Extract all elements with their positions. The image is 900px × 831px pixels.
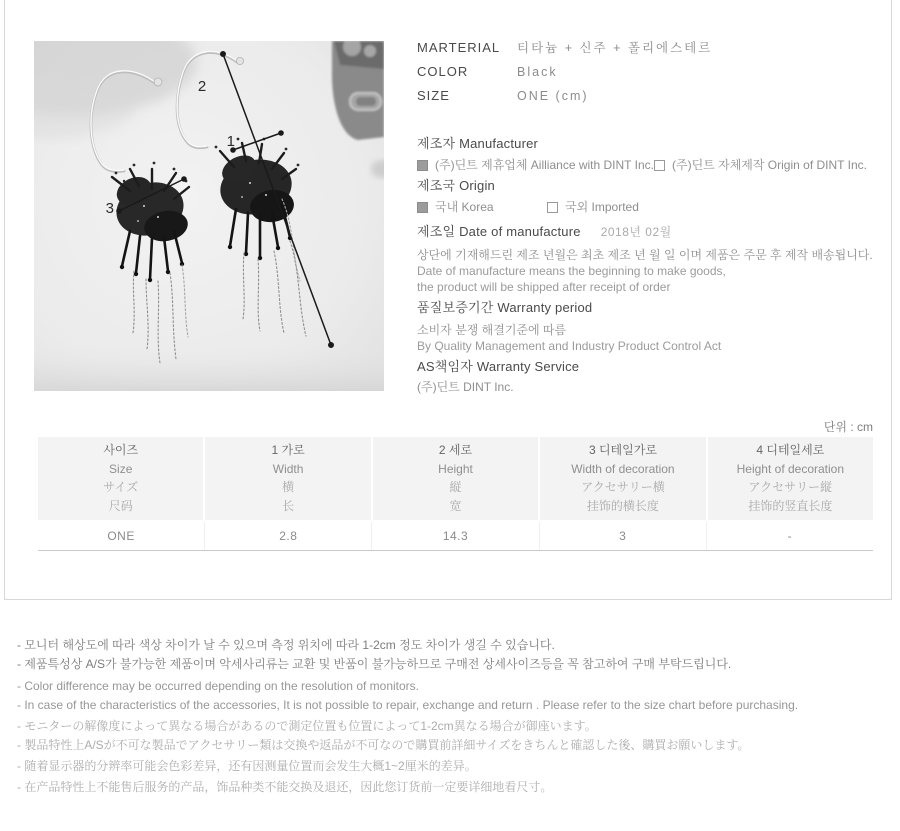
note-cn-2: - 在产品特性上不能售后服务的产品，饰品种类不能交换及退还，因此您订货前一定要详细地看尺寸。 bbox=[17, 780, 553, 794]
manufacture-date-heading: 제조일 Date of manufacture bbox=[417, 224, 581, 239]
col-detail-width-en: Width of decoration bbox=[571, 461, 675, 476]
col-size-en: Size bbox=[109, 461, 133, 476]
size-value: ONE (cm) bbox=[517, 89, 589, 103]
origin-options bbox=[417, 200, 885, 214]
origin-option-imported-label: 국외 Imported bbox=[565, 200, 639, 214]
manufacturer-heading: 제조자 Manufacturer bbox=[417, 136, 539, 151]
origin-option-korea-label: 국내 Korea bbox=[435, 200, 494, 214]
product-photo-canvas bbox=[34, 41, 384, 391]
detail-height-value: - bbox=[706, 522, 873, 550]
color-label: COLOR bbox=[417, 64, 469, 79]
measure-label-2: 2 bbox=[197, 78, 207, 95]
manufacture-date-desc-ko: 상단에 기재해드린 제조 년월은 최초 제조 년 월 일 이며 제품은 주문 후 제작 배송됩니다. bbox=[417, 248, 873, 262]
size-table-col-width bbox=[203, 437, 370, 520]
note-jp-1: - モニターの解像度によって異なる場合があるので測定位置も位置によって1-2cm異なる場合が御座います。 bbox=[17, 719, 597, 733]
size-row bbox=[417, 84, 877, 108]
col-height-en: Height bbox=[438, 461, 473, 476]
note-en-2: - In case of the characteristics of the accessories, It is not possible to repair, exchange and return . Please refer to the size chart before purchasing. bbox=[17, 698, 799, 712]
note-en-1: - Color difference may be occurred depending on the resolution of monitors. bbox=[17, 679, 420, 693]
warranty-period-desc-ko: 소비자 분쟁 해결기준에 따름 bbox=[417, 323, 567, 337]
size-table-header bbox=[38, 437, 873, 520]
note-ko-2: - 제품특성상 A/S가 불가능한 제품이며 악세사리류는 교환 및 반품이 불가능하므로 구매전 상세사이즈등을 꼭 참고하여 구매 부탁드립니다. bbox=[17, 657, 732, 671]
col-detail-height-cn: 挂饰的竖直长度 bbox=[748, 498, 833, 513]
origin-section bbox=[417, 178, 885, 214]
warranty-period-section bbox=[417, 300, 885, 354]
material-row bbox=[417, 36, 877, 60]
notes-japanese bbox=[17, 717, 887, 755]
manufacturer-option-alliance-label: (주)딘트 제휴업체 Ailliance with DINT Inc. bbox=[435, 158, 654, 172]
checkbox-origin-icon bbox=[654, 160, 665, 171]
col-height-ko: 2 세로 bbox=[438, 443, 473, 457]
manufacturer-option-origin-label: (주)딘트 자체제작 Origin of DINT Inc. bbox=[672, 158, 867, 172]
warranty-service-heading: AS책임자 Warranty Service bbox=[417, 359, 580, 374]
manufacturer-option-origin bbox=[654, 158, 867, 172]
origin-option-korea bbox=[417, 200, 547, 214]
measure-label-1: 1 bbox=[226, 133, 235, 150]
material-label: MARTERIAL bbox=[417, 40, 501, 55]
size-table-col-detail-height bbox=[706, 437, 873, 520]
manufacture-date-value: 2018년 02월 bbox=[600, 225, 672, 239]
size-table-col-size bbox=[38, 437, 203, 520]
width-value: 2.8 bbox=[204, 522, 371, 550]
warranty-period-heading: 품질보증기간 Warranty period bbox=[417, 300, 593, 315]
notes-chinese bbox=[17, 756, 887, 798]
color-row bbox=[417, 60, 877, 84]
col-detail-height-ko: 4 디테일세로 bbox=[756, 443, 825, 457]
measure-label-3: 3 bbox=[105, 200, 114, 217]
checkbox-imported-icon bbox=[547, 202, 558, 213]
col-size-cn: 尺码 bbox=[108, 498, 133, 513]
size-label: SIZE bbox=[417, 88, 450, 103]
manufacture-date-desc-en1: Date of manufacture means the beginning to make goods, bbox=[417, 264, 726, 278]
checkbox-korea-icon bbox=[417, 202, 428, 213]
product-photo bbox=[34, 41, 384, 391]
col-detail-height-en: Height of decoration bbox=[736, 461, 845, 476]
col-width-en: Width bbox=[272, 461, 304, 476]
note-ko-1: - 모니터 해상도에 따라 색상 차이가 날 수 있으며 측정 위치에 따라 1-2cm 정도 차이가 생길 수 있습니다. bbox=[17, 638, 555, 652]
note-jp-2: - 製品特性上A/Sが不可な製品でアクセサリー類は交換や返品が不可なので購買前詳細サイズをきちんと確認した後、購買お願いします。 bbox=[17, 738, 750, 752]
material-value: 티타늄 + 신주 + 폴리에스테르 bbox=[517, 41, 713, 55]
color-value: Black bbox=[517, 65, 558, 79]
size-table-col-detail-width bbox=[538, 437, 705, 520]
col-size-ko: 사이즈 bbox=[103, 443, 139, 457]
col-detail-width-ko: 3 디테일가로 bbox=[588, 443, 657, 457]
warranty-service-section bbox=[417, 359, 885, 395]
col-height-jp: 縦 bbox=[449, 480, 462, 494]
manufacturer-options bbox=[417, 158, 885, 172]
unit-label: 단위 : cm bbox=[823, 420, 873, 434]
notes-korean bbox=[17, 636, 887, 674]
origin-heading: 제조국 Origin bbox=[417, 178, 495, 193]
col-height-cn: 宽 bbox=[449, 498, 462, 513]
col-width-cn: 长 bbox=[282, 498, 295, 513]
col-detail-width-cn: 挂饰的横长度 bbox=[586, 498, 659, 513]
manufacture-date-desc-en2: the product will be shipped after receipt of order bbox=[417, 280, 671, 294]
manufacturer-section bbox=[417, 136, 885, 172]
warranty-period-desc-en: By Quality Management and Industry Product Control Act bbox=[417, 339, 722, 353]
manufacture-date-section bbox=[417, 223, 885, 295]
col-width-jp: 横 bbox=[282, 480, 295, 494]
warranty-service-value: (주)딘트 DINT Inc. bbox=[417, 380, 514, 394]
material-color-size-block bbox=[417, 36, 877, 108]
height-value: 14.3 bbox=[371, 522, 538, 550]
spec-sheet-panel bbox=[4, 0, 892, 600]
photo-bottom-shade bbox=[34, 346, 384, 391]
size-table-row bbox=[38, 522, 873, 551]
manufacturer-option-alliance bbox=[417, 158, 654, 172]
size-value-one: ONE bbox=[107, 529, 135, 543]
size-table-col-height bbox=[371, 437, 538, 520]
note-cn-1: - 随着显示器的分辨率可能会色彩差异，还有因测量位置而会发生大概1~2厘米的差异。 bbox=[17, 759, 477, 773]
col-detail-height-jp: アクセサリー縦 bbox=[748, 480, 833, 494]
checkbox-alliance-icon bbox=[417, 160, 428, 171]
col-width-ko: 1 가로 bbox=[271, 443, 305, 457]
col-size-jp: サイズ bbox=[103, 480, 139, 494]
notes-english bbox=[17, 677, 887, 715]
origin-option-imported bbox=[547, 200, 639, 214]
size-table bbox=[38, 437, 873, 551]
detail-width-value: 3 bbox=[539, 522, 706, 550]
col-detail-width-jp: アクセサリー横 bbox=[581, 480, 665, 494]
